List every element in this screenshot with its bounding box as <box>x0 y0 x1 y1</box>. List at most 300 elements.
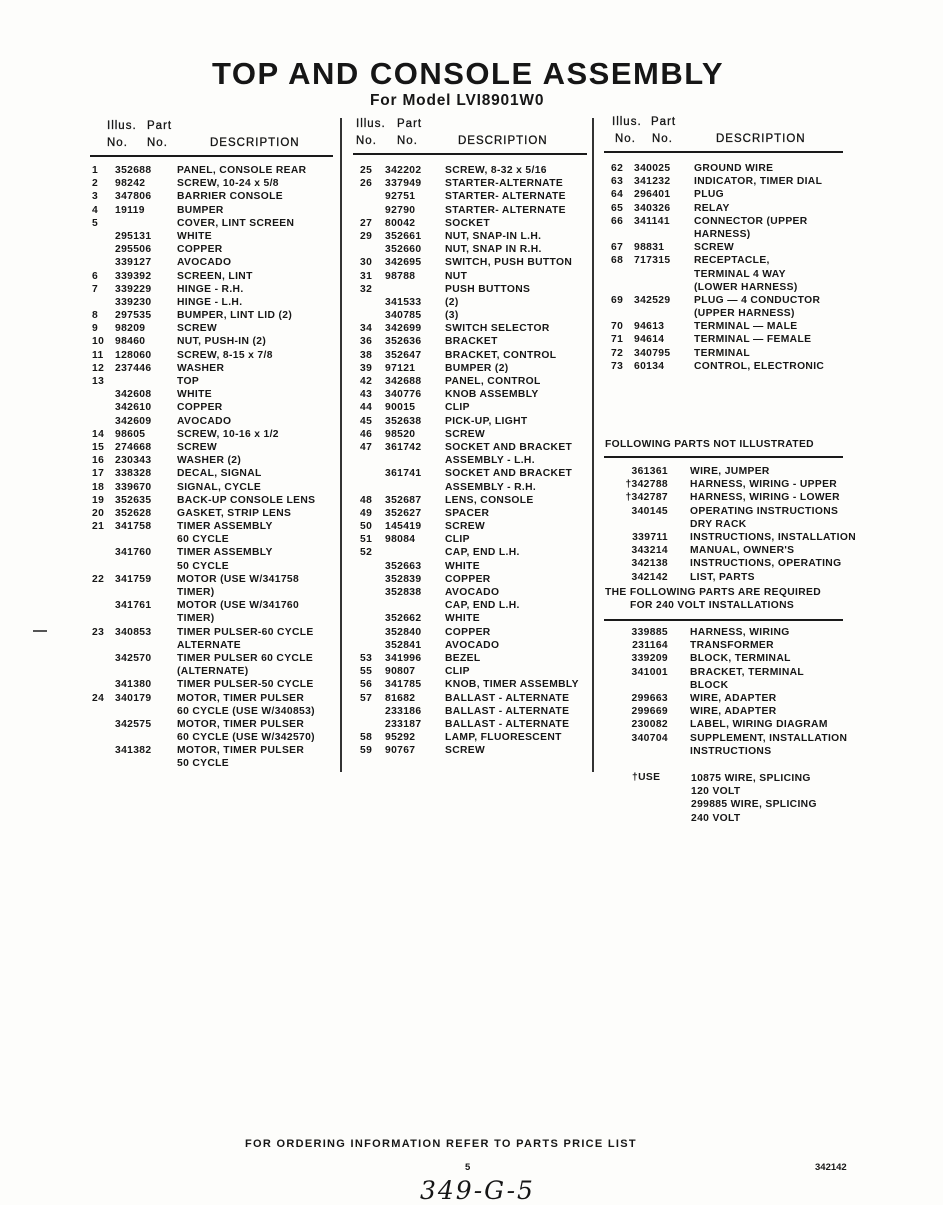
part-row <box>611 281 861 294</box>
part-description: BRACKET, CONTROL <box>445 349 557 361</box>
part-description: HINGE - L.H. <box>177 296 243 308</box>
volt240-list <box>600 626 865 758</box>
part-number: 352841 <box>385 639 422 651</box>
part-description: INSTRUCTIONS, INSTALLATION <box>690 531 857 543</box>
part-row <box>92 533 337 546</box>
part-description: STARTER- ALTERNATE <box>445 191 566 203</box>
header-part: Part <box>651 116 677 128</box>
part-description: RELAY <box>694 202 730 214</box>
part-description: DRY RACK <box>690 518 747 530</box>
illus-number: 7 <box>92 283 99 295</box>
part-description: BARRIER CONSOLE <box>177 191 283 203</box>
part-description: TIMER ASSEMBLY <box>177 521 273 533</box>
illus-number: 29 <box>360 230 373 242</box>
part-number: 299669 <box>631 706 668 718</box>
part-row <box>611 175 861 188</box>
illus-number: 38 <box>360 349 373 361</box>
part-row <box>360 177 590 190</box>
part-number: 352635 <box>115 494 152 506</box>
part-description: SIGNAL, CYCLE <box>177 481 262 493</box>
part-number: 342529 <box>634 294 671 306</box>
part-number: 340795 <box>634 347 671 359</box>
part-description: SWITCH, PUSH BUTTON <box>445 257 573 269</box>
header-no: No. <box>107 137 128 149</box>
part-row <box>92 256 337 269</box>
part-description: SCREW <box>177 323 218 335</box>
part-number: 339885 <box>631 627 668 638</box>
part-description: INDICATOR, TIMER DIAL <box>694 176 823 188</box>
part-number: 341758 <box>115 521 152 533</box>
part-number: 343214 <box>631 545 668 557</box>
part-number: 98520 <box>385 428 416 440</box>
part-description: BUMPER <box>177 204 224 216</box>
part-row <box>600 478 865 491</box>
part-number: 342610 <box>115 402 152 414</box>
part-row <box>92 757 337 770</box>
part-row <box>92 744 337 757</box>
part-description: WIRE, ADAPTER <box>690 692 777 704</box>
part-description: TOP <box>177 376 200 387</box>
part-description: SWITCH SELECTOR <box>445 323 550 335</box>
illus-number: 69 <box>611 294 624 306</box>
illus-number: 70 <box>611 321 624 333</box>
use-note-label: †USE <box>632 772 661 783</box>
part-description: NUT, SNAP IN R.H. <box>445 244 542 256</box>
part-description: OPERATING INSTRUCTIONS <box>690 505 839 517</box>
illus-number: 24 <box>92 692 105 704</box>
part-row <box>360 692 590 705</box>
part-number: 339127 <box>115 257 152 269</box>
header-illus: Illus. <box>107 120 137 132</box>
part-description: WASHER <box>177 362 225 374</box>
part-number: 342699 <box>385 323 422 335</box>
part-number: 341759 <box>115 573 152 585</box>
part-description: HARNESS) <box>694 228 751 240</box>
part-description: COPPER <box>177 244 223 256</box>
part-description: SCREW <box>177 441 218 453</box>
part-row <box>360 467 590 480</box>
part-number: 233187 <box>385 718 422 730</box>
part-row <box>92 349 337 362</box>
part-row <box>92 546 337 559</box>
part-number: 90767 <box>385 745 416 757</box>
part-description: STARTER- ALTERNATE <box>445 204 566 216</box>
part-row <box>600 705 865 718</box>
part-row <box>611 268 861 281</box>
part-description: SPACER <box>445 507 490 519</box>
header-description: DESCRIPTION <box>716 133 806 145</box>
part-row <box>360 441 590 454</box>
part-row <box>611 307 861 320</box>
column-divider <box>340 118 342 772</box>
part-description: RECEPTACLE, <box>694 255 770 267</box>
part-row <box>92 230 337 243</box>
part-row <box>360 454 590 467</box>
part-description: TIMER) <box>177 613 215 625</box>
illus-number: 34 <box>360 323 373 335</box>
part-number: 128060 <box>115 349 152 361</box>
part-row <box>600 639 865 652</box>
part-row <box>600 544 865 557</box>
part-number: 339670 <box>115 481 152 493</box>
part-description: HARNESS, WIRING - LOWER <box>690 492 840 504</box>
part-description: KNOB ASSEMBLY <box>445 389 539 401</box>
illus-number: 20 <box>92 507 105 519</box>
part-row <box>360 349 590 362</box>
part-row <box>92 204 337 217</box>
part-number: 340145 <box>631 505 668 517</box>
illus-number: 64 <box>611 189 624 201</box>
part-description: TIMER) <box>177 587 215 598</box>
part-row <box>92 164 337 177</box>
illus-number: 18 <box>92 481 105 493</box>
part-number: 352628 <box>115 507 152 519</box>
part-description: CLIP <box>445 666 470 678</box>
part-row <box>360 626 590 639</box>
part-row <box>360 744 590 757</box>
illus-number: 17 <box>92 468 105 480</box>
part-description: SCREEN, LINT <box>177 270 253 282</box>
part-row <box>600 745 865 758</box>
part-description: 60 CYCLE (USE W/340853) <box>177 705 315 717</box>
part-description: PLUG <box>694 189 725 201</box>
part-number: 295131 <box>115 230 152 242</box>
part-description: CONTROL, ELECTRONIC <box>694 360 825 372</box>
part-row <box>600 557 865 570</box>
illus-number: 31 <box>360 270 373 282</box>
illus-number: 67 <box>611 242 624 254</box>
part-row <box>360 415 590 428</box>
part-number: 352663 <box>385 560 422 572</box>
part-description: DECAL, SIGNAL <box>177 468 262 480</box>
part-description: AVOCADO <box>445 587 500 598</box>
part-row <box>600 465 865 478</box>
illus-number: 71 <box>611 334 624 346</box>
part-number: 90807 <box>385 666 416 678</box>
part-row <box>360 612 590 625</box>
part-number: 296401 <box>634 189 671 201</box>
part-description: WIRE, JUMPER <box>690 466 770 477</box>
part-description: (3) <box>445 310 459 322</box>
part-description: BLOCK, TERMINAL <box>690 653 791 665</box>
part-row <box>92 612 337 625</box>
part-number: 340326 <box>634 202 671 214</box>
part-row <box>360 322 590 335</box>
use-note-line: 120 VOLT <box>691 786 741 798</box>
illus-number: 36 <box>360 336 373 348</box>
part-description: WASHER (2) <box>177 455 242 467</box>
part-row <box>360 546 590 559</box>
part-number: 92751 <box>385 191 416 203</box>
part-description: SOCKET <box>445 217 491 229</box>
part-row <box>92 309 337 322</box>
part-row <box>92 190 337 203</box>
part-row <box>600 718 865 731</box>
part-number: 94613 <box>634 321 665 333</box>
part-description: MANUAL, OWNER'S <box>690 545 795 557</box>
illus-number: 19 <box>92 494 105 506</box>
part-number: 339711 <box>632 531 668 543</box>
part-number: 80042 <box>385 217 416 229</box>
part-row <box>92 177 337 190</box>
part-row <box>92 375 337 388</box>
part-number: 352661 <box>385 230 422 242</box>
document-number: 342142 <box>815 1162 847 1173</box>
part-description: SCREW <box>445 428 486 440</box>
part-description: STARTER-ALTERNATE <box>445 178 564 190</box>
part-number: 340179 <box>115 692 152 704</box>
part-description: SCREW, 10-24 x 5/8 <box>177 178 279 190</box>
part-description: MOTOR, TIMER PULSER <box>177 718 305 730</box>
part-row <box>92 652 337 665</box>
part-description: WHITE <box>177 230 212 242</box>
part-description: AVOCADO <box>177 257 232 269</box>
part-number: 231164 <box>632 640 668 652</box>
section-rule <box>604 456 843 458</box>
part-description: ALTERNATE <box>177 639 241 651</box>
part-row <box>611 241 861 254</box>
part-description: LAMP, FLUORESCENT <box>445 732 562 744</box>
part-description: BLOCK <box>690 679 729 691</box>
part-row <box>360 243 590 256</box>
illus-number: 16 <box>92 455 105 467</box>
illus-number: 57 <box>360 692 373 704</box>
use-note-lines <box>691 772 817 825</box>
part-row <box>92 362 337 375</box>
part-number: 230343 <box>115 455 152 467</box>
part-row <box>600 571 865 584</box>
part-number: 295506 <box>115 244 152 256</box>
part-number: 342688 <box>385 376 422 387</box>
illus-number: 12 <box>92 362 105 374</box>
part-number: 97121 <box>385 362 416 374</box>
part-description: AVOCADO <box>445 639 500 651</box>
part-description: MOTOR, TIMER PULSER <box>177 692 305 704</box>
part-number: 342202 <box>385 165 422 176</box>
part-number: 341785 <box>385 679 422 691</box>
part-description: BUMPER, LINT LID (2) <box>177 310 293 322</box>
part-description: WHITE <box>445 560 480 572</box>
illus-number: 49 <box>360 507 373 519</box>
part-number: 92790 <box>385 204 416 216</box>
header-no: No. <box>652 133 673 145</box>
part-description: BRACKET, TERMINAL <box>690 666 805 678</box>
part-description: GASKET, STRIP LENS <box>177 507 292 519</box>
illus-number: 73 <box>611 360 624 372</box>
header-part: Part <box>397 118 423 130</box>
part-row <box>360 639 590 652</box>
part-description: INSTRUCTIONS <box>690 745 772 757</box>
part-description: SUPPLEMENT, INSTALLATION <box>690 732 848 744</box>
part-description: CAP, END L.H. <box>445 600 520 612</box>
illus-number: 47 <box>360 441 373 453</box>
part-row <box>360 190 590 203</box>
part-description: PANEL, CONSOLE REAR <box>177 165 307 176</box>
part-row <box>360 230 590 243</box>
part-description: TERMINAL — FEMALE <box>694 334 812 346</box>
part-description: TERMINAL — MALE <box>694 321 798 333</box>
part-number: 339229 <box>115 283 152 295</box>
part-row <box>360 164 590 177</box>
part-row <box>92 692 337 705</box>
part-number: 352662 <box>385 613 422 625</box>
part-description: SOCKET AND BRACKET <box>445 468 573 480</box>
illus-number: 46 <box>360 428 373 440</box>
part-row <box>600 518 865 531</box>
part-row <box>92 678 337 691</box>
part-number: 361742 <box>385 441 422 453</box>
handwritten-note: 349-G-5 <box>420 1176 535 1205</box>
part-number: 340853 <box>115 626 152 638</box>
part-description: SCREW, 8-15 x 7/8 <box>177 349 273 361</box>
part-description: HINGE - R.H. <box>177 283 244 295</box>
part-description: COPPER <box>445 626 491 638</box>
part-row <box>360 296 590 309</box>
part-number: 94614 <box>634 334 665 346</box>
part-number: 145419 <box>385 521 422 533</box>
part-number: 98209 <box>115 323 146 335</box>
part-row <box>360 731 590 744</box>
part-row <box>360 586 590 599</box>
part-description: INSTRUCTIONS, OPERATING <box>690 558 842 570</box>
scan-mark <box>33 630 47 632</box>
part-number: 299663 <box>631 692 668 704</box>
part-row <box>360 705 590 718</box>
illus-number: 45 <box>360 415 373 427</box>
part-row <box>92 243 337 256</box>
part-number: 338328 <box>115 468 152 480</box>
illus-number: 11 <box>92 349 104 361</box>
illus-number: 51 <box>360 534 373 546</box>
part-description: NUT, PUSH-IN (2) <box>177 336 267 348</box>
part-description: ASSEMBLY - L.H. <box>445 455 535 467</box>
part-description: TERMINAL 4 WAY <box>694 268 786 280</box>
header-no: No. <box>147 137 168 149</box>
illus-number: 23 <box>92 626 105 638</box>
part-description: CONNECTOR (UPPER <box>694 215 808 227</box>
part-row <box>360 401 590 414</box>
part-description: 60 CYCLE (USE W/342570) <box>177 732 315 744</box>
part-row <box>360 678 590 691</box>
part-description: TIMER PULSER-50 CYCLE <box>177 679 314 691</box>
part-number: 341533 <box>385 296 422 308</box>
illus-number: 56 <box>360 679 373 691</box>
part-row <box>611 215 861 228</box>
part-row <box>92 322 337 335</box>
part-description: WIRE, ADAPTER <box>690 706 777 718</box>
part-row <box>611 202 861 215</box>
part-row <box>360 494 590 507</box>
part-row <box>600 505 865 518</box>
part-description: 50 CYCLE <box>177 758 230 770</box>
illus-number: 2 <box>92 178 99 190</box>
part-number: 352660 <box>385 244 422 256</box>
part-row <box>360 256 590 269</box>
part-number: 81682 <box>385 692 416 704</box>
part-row <box>360 652 590 665</box>
volt240-heading-line1: THE FOLLOWING PARTS ARE REQUIRED <box>605 587 821 598</box>
part-description: COPPER <box>177 402 223 414</box>
header-illus: Illus. <box>356 118 386 130</box>
part-description: AVOCADO <box>177 415 232 427</box>
part-row <box>92 507 337 520</box>
part-description: SCREW, 10-16 x 1/2 <box>177 428 279 440</box>
header-description: DESCRIPTION <box>458 135 548 147</box>
part-row <box>600 666 865 679</box>
part-description: LABEL, WIRING DIAGRAM <box>690 719 828 731</box>
part-row <box>360 507 590 520</box>
header-no: No. <box>397 135 418 147</box>
part-row <box>92 454 337 467</box>
illus-number: 21 <box>92 521 105 533</box>
part-row <box>600 531 865 544</box>
part-number: 352647 <box>385 349 422 361</box>
part-number: †342787 <box>625 492 668 504</box>
illus-number: 22 <box>92 573 105 585</box>
part-row <box>92 626 337 639</box>
part-row <box>92 428 337 441</box>
part-number: 341996 <box>385 652 422 664</box>
part-description: LENS, CONSOLE <box>445 494 534 506</box>
part-row <box>360 560 590 573</box>
part-row <box>611 347 861 360</box>
part-description: WHITE <box>445 613 480 625</box>
page-number: 5 <box>465 1162 471 1173</box>
illus-number: 8 <box>92 310 99 322</box>
part-description: BEZEL <box>445 652 481 664</box>
part-row <box>360 375 590 388</box>
part-number: 341761 <box>115 600 152 612</box>
part-number: 340785 <box>385 310 422 322</box>
part-row <box>92 718 337 731</box>
header-rule <box>90 155 333 157</box>
part-description: BUMPER (2) <box>445 362 509 374</box>
part-description: SCREW <box>445 745 486 757</box>
illus-number: 53 <box>360 652 373 664</box>
part-number: 341141 <box>634 215 670 227</box>
part-description: BALLAST - ALTERNATE <box>445 718 570 730</box>
part-description: MOTOR (USE W/341760 <box>177 600 300 612</box>
part-row <box>360 665 590 678</box>
part-row <box>600 732 865 745</box>
part-row <box>360 388 590 401</box>
part-row <box>360 520 590 533</box>
illus-number: 50 <box>360 521 373 533</box>
part-number: 352687 <box>385 494 422 506</box>
part-number: 361741 <box>385 468 422 480</box>
part-description: TRANSFORMER <box>690 640 774 652</box>
part-row <box>92 415 337 428</box>
part-description: CLIP <box>445 534 470 546</box>
not-illustrated-list <box>600 465 865 584</box>
part-row <box>92 335 337 348</box>
illus-number: 48 <box>360 494 373 506</box>
illus-number: 25 <box>360 165 373 176</box>
parts-list-column-2 <box>360 164 590 757</box>
part-row <box>92 520 337 533</box>
part-number: 341380 <box>115 679 152 691</box>
part-number: 352688 <box>115 165 152 176</box>
part-number: 98831 <box>634 242 665 254</box>
part-number: 230082 <box>631 719 668 731</box>
part-number: 342138 <box>631 558 668 570</box>
illus-number: 42 <box>360 376 373 387</box>
part-description: TIMER PULSER-60 CYCLE <box>177 626 314 638</box>
part-row <box>600 491 865 504</box>
column-divider <box>592 118 594 772</box>
illus-number: 1 <box>92 165 99 176</box>
illus-number: 3 <box>92 191 99 203</box>
